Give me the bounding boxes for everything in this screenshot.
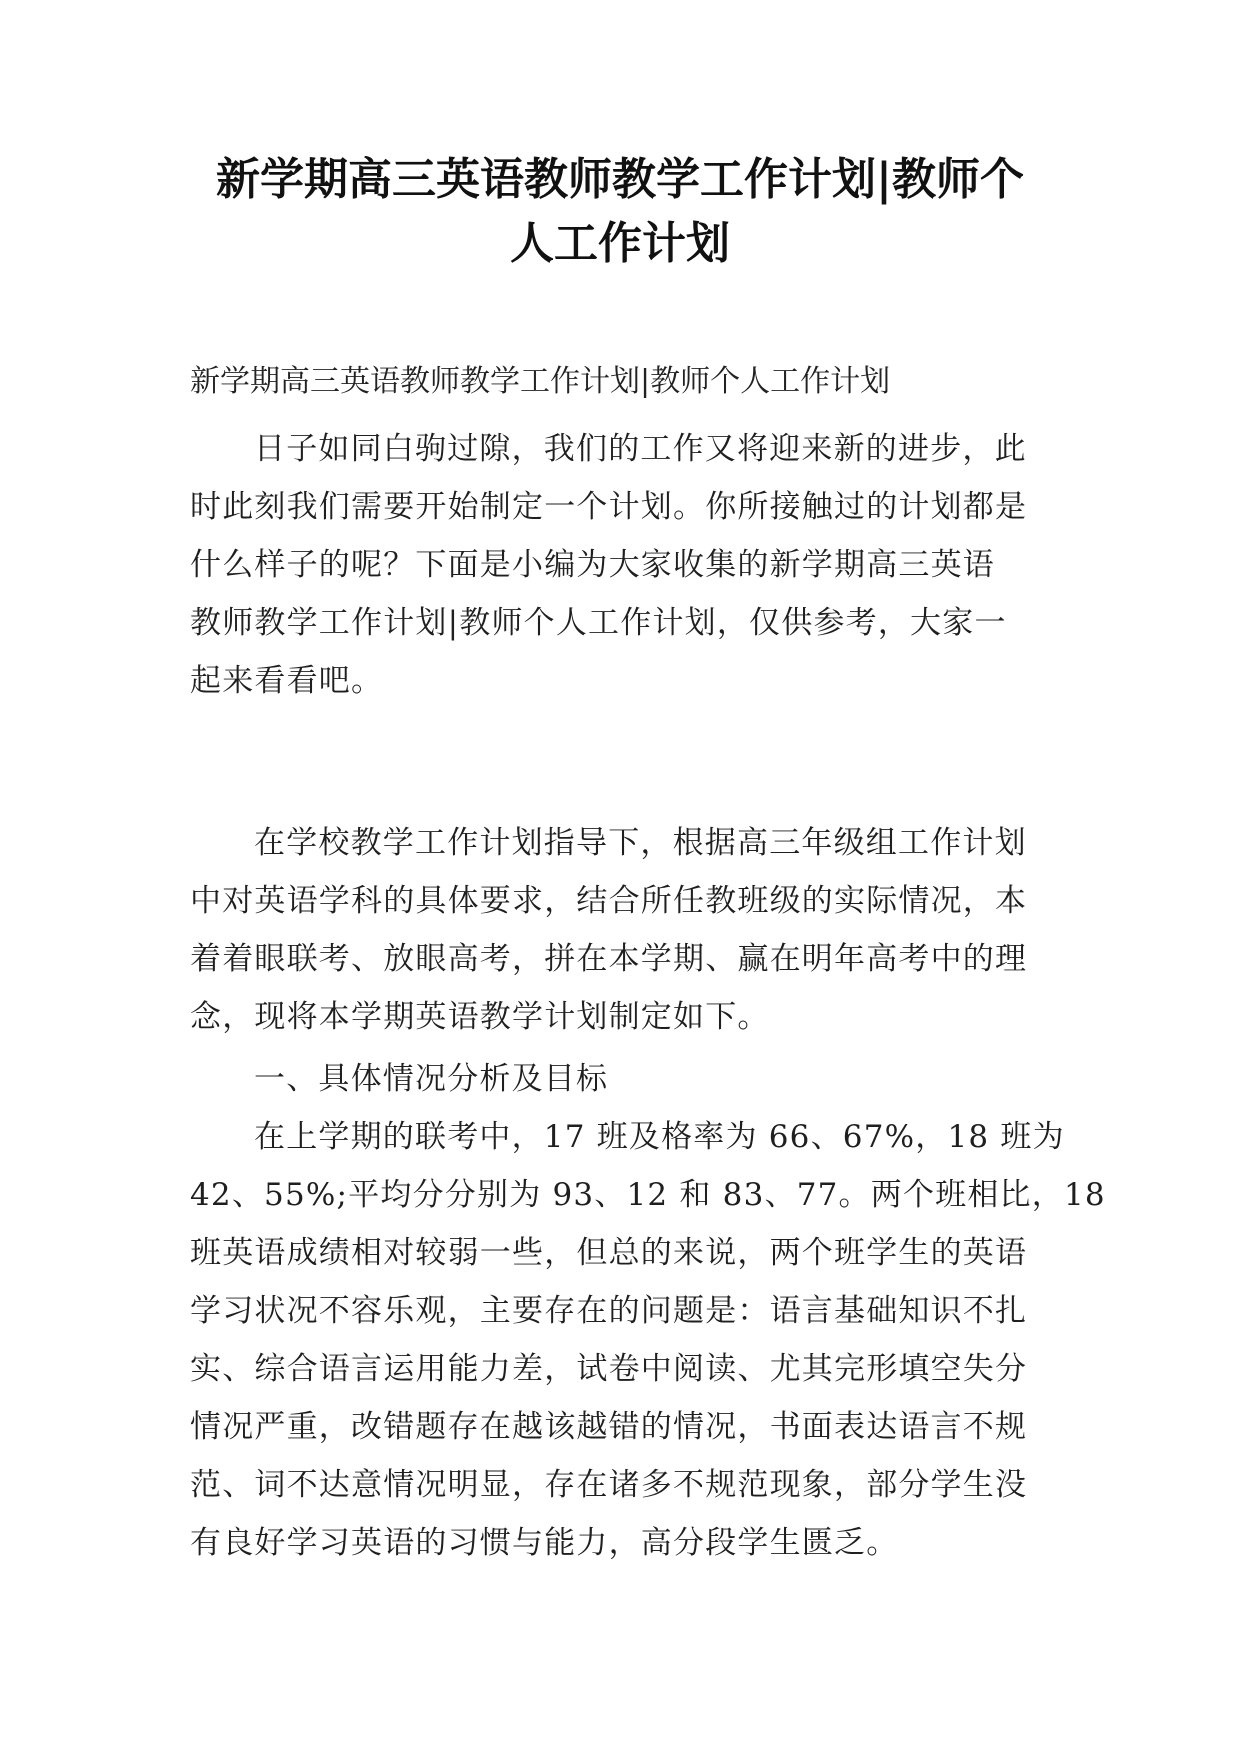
para3-line-2: 42、55%;平均分分别为 93、12 和 83、77。两个班相比，18 <box>190 1177 1106 1213</box>
intro-line-4: 教师教学工作计划|教师个人工作计划，仅供参考，大家一 <box>190 605 1007 641</box>
para3-line-6: 情况严重，改错题存在越该越错的情况，书面表达语言不规 <box>190 1409 1028 1445</box>
para2-line-1: 在学校教学工作计划指导下，根据高三年级组工作计划 <box>254 825 1027 861</box>
document-title <box>180 148 1060 276</box>
intro-line-1: 日子如同白驹过隙，我们的工作又将迎来新的进步，此 <box>254 431 1027 467</box>
para3-line-5: 实、综合语言运用能力差，试卷中阅读、尤其完形填空失分 <box>190 1351 1028 1387</box>
para3-line-4: 学习状况不容乐观，主要存在的问题是：语言基础知识不扎 <box>190 1293 1028 1329</box>
analysis-paragraph <box>190 1108 1106 1572</box>
section-heading-analysis: 一、具体情况分析及目标 <box>254 1061 609 1097</box>
para2-line-3: 着着眼联考、放眼高考，拼在本学期、赢在明年高考中的理 <box>190 941 1028 977</box>
para3-line-1: 在上学期的联考中，17 班及格率为 66、67%，18 班为 <box>254 1119 1065 1155</box>
intro-paragraph <box>190 420 1070 710</box>
para3-line-3: 班英语成绩相对较弱一些，但总的来说，两个班学生的英语 <box>190 1235 1028 1271</box>
title-line-1: 新学期高三英语教师教学工作计划|教师个 <box>215 154 1024 205</box>
para3-line-7: 范、词不达意情况明显，存在诸多不规范现象，部分学生没 <box>190 1467 1028 1503</box>
para3-line-8: 有良好学习英语的习惯与能力，高分段学生匮乏。 <box>190 1525 899 1561</box>
para2-line-4: 念，现将本学期英语教学计划制定如下。 <box>190 999 770 1035</box>
intro-line-5: 起来看看吧。 <box>190 663 384 699</box>
para2-line-2: 中对英语学科的具体要求，结合所任教班级的实际情况，本 <box>190 883 1028 919</box>
intro-line-2: 时此刻我们需要开始制定一个计划。你所接触过的计划都是 <box>190 489 1028 525</box>
document-subtitle: 新学期高三英语教师教学工作计划|教师个人工作计划 <box>190 364 891 399</box>
plan-guideline-paragraph <box>190 814 1070 1046</box>
title-line-2: 人工作计划 <box>510 218 730 269</box>
intro-line-3: 什么样子的呢？下面是小编为大家收集的新学期高三英语 <box>190 547 995 583</box>
